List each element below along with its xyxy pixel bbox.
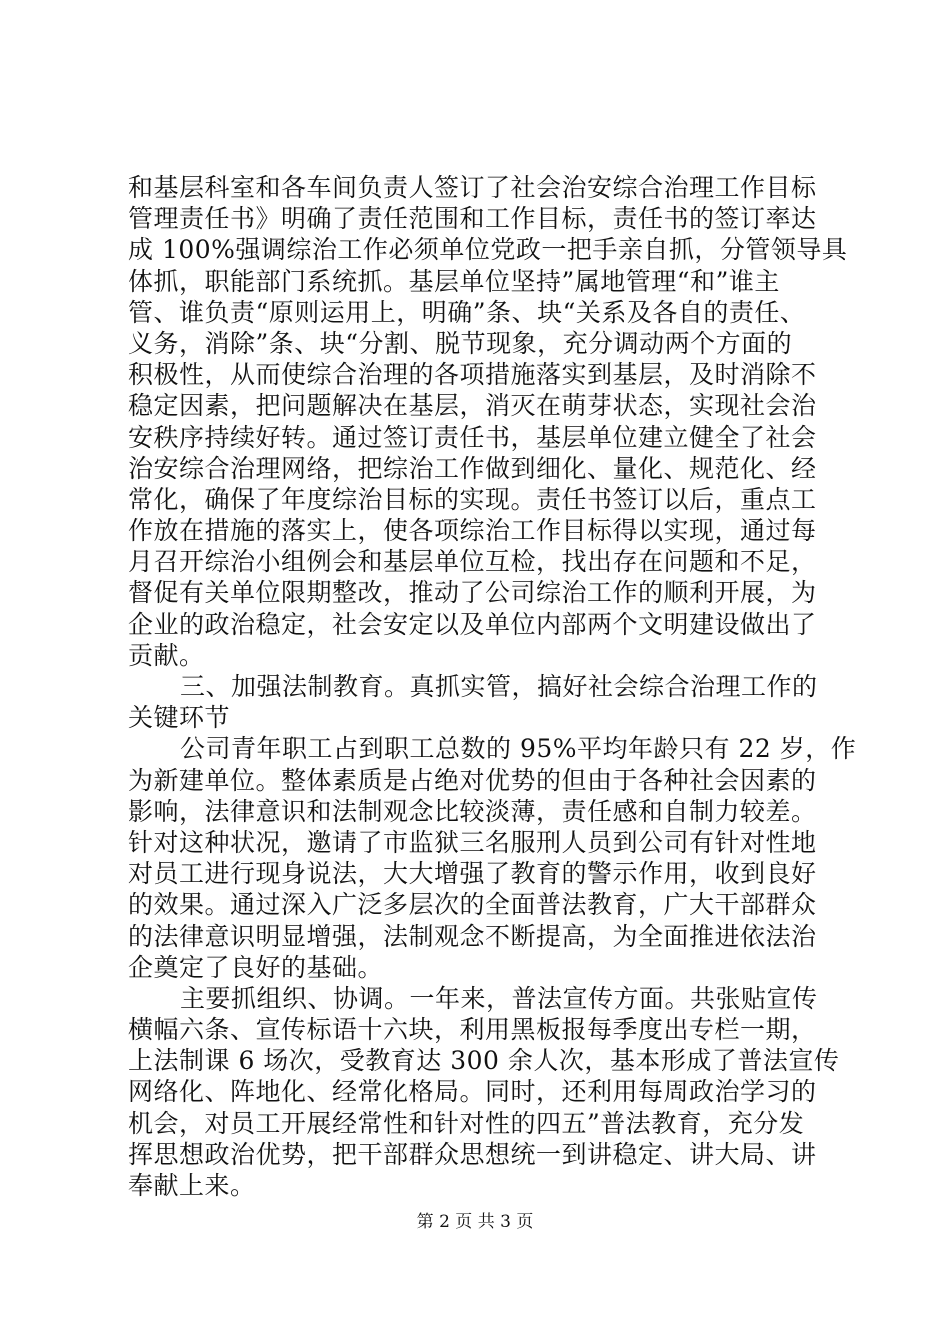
text-line: 作放在措施的落实上，使各项综治工作目标得以实现，通过每 — [128, 516, 817, 546]
text-line: 安秩序持续好转。通过签订责任书，基层单位建立健全了社会 — [128, 422, 817, 452]
text-line: 网络化、阵地化、经常化格局。同时，还利用每周政治学习的 — [128, 1077, 817, 1107]
document-body — [128, 172, 857, 1201]
text-line: 督促有关单位限期整改，推动了公司综治工作的顺利开展，为 — [128, 578, 817, 608]
text-line: 横幅六条、宣传标语十六块，利用黑板报每季度出专栏一期， — [128, 1015, 817, 1045]
text-line: 三、加强法制教育。真抓实管，搞好社会综合治理工作的 — [180, 672, 818, 701]
text-line: 治安综合治理网络，把综治工作做到细化、量化、规范化、经 — [128, 453, 817, 483]
text-line: 企业的政治稳定，社会安定以及单位内部两个文明建设做出了 — [128, 609, 817, 639]
text-line: 对员工进行现身说法，大大增强了教育的警示作用，收到良好 — [128, 859, 817, 889]
text-line: 挥思想政治优势，把干部群众思想统一到讲稳定、讲大局、讲 — [128, 1139, 817, 1169]
text-line: 管理责任书》明确了责任范围和工作目标，责任书的签订率达 — [128, 204, 817, 234]
text-line: 的效果。通过深入广泛多层次的全面普法教育，广大干部群众 — [128, 890, 817, 920]
text-line: 成 100%强调综治工作必须单位党政一把手亲自抓，分管领导具 — [128, 235, 848, 265]
text-line: 针对这种状况，邀请了市监狱三名服刑人员到公司有针对性地 — [128, 827, 817, 857]
text-line: 常化，确保了年度综治目标的实现。责任书签订以后，重点工 — [128, 484, 817, 514]
text-line: 的法律意识明显增强，法制观念不断提高，为全面推进依法治 — [128, 921, 817, 951]
text-line: 贡献。 — [128, 640, 205, 670]
text-line: 义务，消除”条、块“分割、脱节现象，充分调动两个方面的 — [128, 328, 793, 358]
text-line: 为新建单位。整体素质是占绝对优势的但由于各种社会因素的 — [128, 765, 817, 795]
text-line: 上法制课 6 场次，受教育达 300 余人次，基本形成了普法宣传 — [128, 1046, 840, 1076]
text-line: 和基层科室和各车间负责人签订了社会治安综合治理工作目标 — [128, 173, 817, 202]
text-line: 公司青年职工占到职工总数的 95%平均年龄只有 22 岁，作 — [180, 734, 857, 764]
text-line: 机会，对员工开展经常性和针对性的四五”普法教育，充分发 — [128, 1108, 805, 1138]
text-line: 奉献上来。 — [128, 1171, 256, 1200]
text-line: 月召开综治小组例会和基层单位互检，找出存在问题和不足， — [128, 547, 817, 577]
text-line: 积极性，从而使综合治理的各项措施落实到基层，及时消除不 — [128, 360, 817, 390]
text-line: 企奠定了良好的基础。 — [128, 952, 384, 982]
text-line: 稳定因素，把问题解决在基层，消灭在萌芽状态，实现社会治 — [128, 391, 817, 421]
page-footer: 第 2 页 共 3 页 — [416, 1212, 534, 1232]
text-line: 主要抓组织、协调。一年来，普法宣传方面。共张贴宣传 — [180, 983, 818, 1013]
text-line: 体抓，职能部门系统抓。基层单位坚持”属地管理“和”谁主 — [128, 266, 780, 296]
text-line: 影响，法律意识和法制观念比较淡薄，责任感和自制力较差。 — [128, 796, 817, 826]
text-line: 管、谁负责“原则运用上，明确”条、块“关系及各自的责任、 — [128, 297, 806, 327]
text-line: 关键环节 — [128, 703, 231, 733]
